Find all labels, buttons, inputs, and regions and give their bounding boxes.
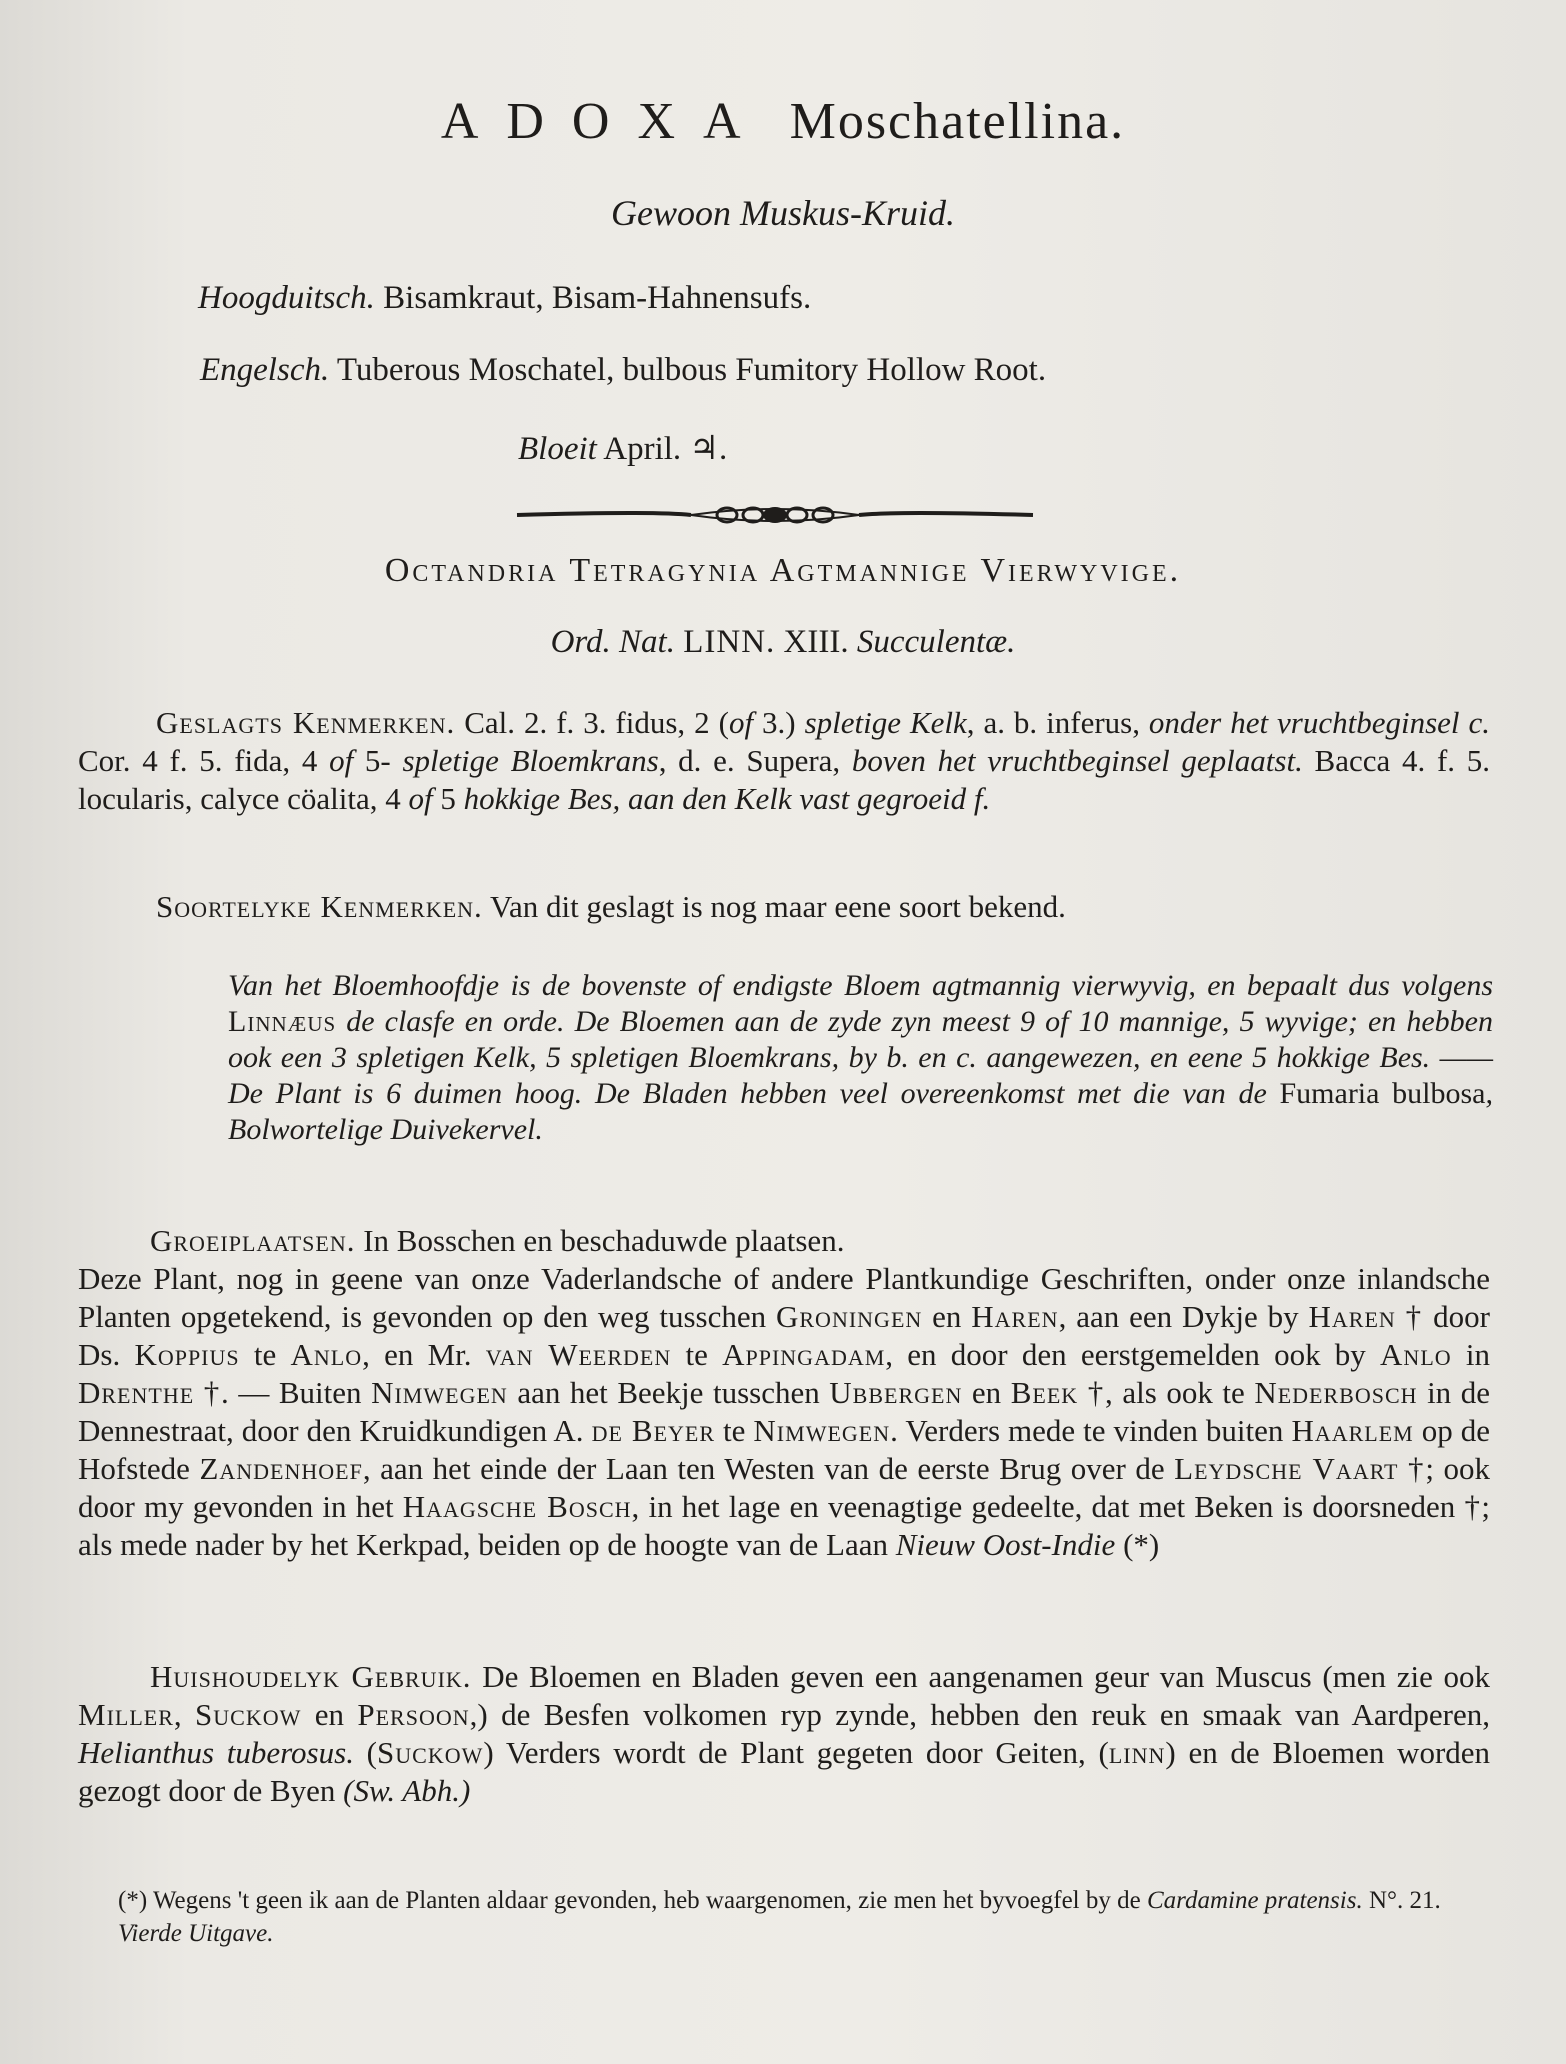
author-name: Persoon xyxy=(357,1697,470,1732)
text: in xyxy=(1451,1337,1491,1372)
place-name: Drenthe xyxy=(78,1375,195,1410)
english-label: Engelsch. xyxy=(200,352,330,388)
person-name: Koppius xyxy=(134,1337,240,1372)
text: Cal. 2. f. 3. fidus, 2 ( xyxy=(464,705,729,740)
author-name: Suckow xyxy=(377,1735,484,1770)
place-name: Zandenhoef xyxy=(199,1451,363,1486)
plant-name: Fumaria bulbosa xyxy=(1279,1077,1486,1110)
species-description xyxy=(228,968,1493,1148)
genus-characters-paragraph xyxy=(78,704,1490,818)
text: †; ook door my gevonden in het xyxy=(78,1451,1490,1524)
author-name: linn xyxy=(1108,1735,1166,1770)
bloom-value: April. ♃. xyxy=(603,431,728,467)
place-name: Beek xyxy=(1010,1375,1079,1410)
ord-name: Succulentæ. xyxy=(856,624,1016,660)
person-name: de Beyer xyxy=(591,1413,716,1448)
text: , aan het einde der Laan ten Westen van de eerste Brug over de xyxy=(362,1451,1175,1486)
place-name: Nimwegen xyxy=(753,1413,891,1448)
text: ( xyxy=(353,1735,378,1770)
text: De Bloemen en Bladen geven een aangenamen geur van Muscus (men zie ook xyxy=(482,1659,1491,1694)
text: , d. e. Supera, xyxy=(658,743,852,778)
text: Van dit geslagt is nog maar eene soort bekend. xyxy=(490,889,1066,924)
species-name: Moschatellina. xyxy=(789,93,1126,150)
species-characters-paragraph xyxy=(78,888,1490,926)
footnote xyxy=(118,1884,1490,1950)
text: , xyxy=(173,1697,196,1732)
text: ) Verders wordt de Plant gegeten door Geiten, ( xyxy=(483,1735,1109,1770)
text: †, als ook te xyxy=(1078,1375,1255,1410)
text: (*) Wegens 't geen ik aan de Planten aldaar gevonden, heb waargenomen, zie men het byvoegfel by de xyxy=(118,1887,1147,1914)
text: ) en de Bloemen worden gezogt door de Byen xyxy=(78,1735,1491,1808)
plant-name: Cardamine pratensis. xyxy=(1146,1887,1363,1914)
place-name: Nieuw Oost-Indie xyxy=(895,1527,1116,1562)
text: en xyxy=(301,1697,358,1732)
text: 3.) xyxy=(753,705,805,740)
common-name: Gewoon Muskus-Kruid. xyxy=(611,193,955,233)
place-name: Haren xyxy=(1308,1299,1396,1334)
household-use-paragraph xyxy=(78,1658,1490,1810)
german-name-line xyxy=(198,280,811,317)
text: aan het Beekje tusschen xyxy=(507,1375,830,1410)
text: , en door den eerstgemelden ook by xyxy=(885,1337,1381,1372)
citation: (Sw. Abh.) xyxy=(343,1773,471,1808)
text: spletige Kelk xyxy=(804,705,967,740)
household-use-heading: Huishoudelyk Gebruik. xyxy=(150,1659,472,1694)
place-name: Haarlem xyxy=(1291,1413,1414,1448)
text: en xyxy=(922,1299,972,1334)
text: boven het vruchtbeginsel geplaatst. xyxy=(851,743,1303,778)
place-name: Leydsche Vaart xyxy=(1174,1451,1399,1486)
genus-characters-heading: Geslagts Kenmerken. xyxy=(156,705,456,740)
text: , aan een Dykje by xyxy=(1058,1299,1309,1334)
place-name: Anlo xyxy=(290,1337,363,1372)
place-name: Appingadam xyxy=(722,1337,886,1372)
ornament-divider xyxy=(515,500,1035,530)
ord-number: XIII. xyxy=(783,624,849,660)
text: , en Mr. xyxy=(362,1337,486,1372)
text: of xyxy=(728,705,754,740)
author-name: Miller xyxy=(78,1697,174,1732)
genus-name: ADOXA xyxy=(440,93,769,150)
english-name-line xyxy=(200,352,1046,389)
habitat-paragraph xyxy=(78,1222,1490,1564)
ord-nat-label: Ord. Nat. xyxy=(550,624,675,660)
bloom-line xyxy=(518,428,727,468)
text: in de Dennestraat, door den Kruidkundigen A. xyxy=(78,1375,1490,1448)
author-name: Linnæus xyxy=(228,1005,337,1038)
person-name: van Weerden xyxy=(485,1337,672,1372)
text: (*) xyxy=(1115,1527,1160,1562)
text: , Bolwortelige Duivekervel. xyxy=(228,1077,1493,1146)
text: en xyxy=(962,1375,1011,1410)
text: te xyxy=(239,1337,291,1372)
text: † door Ds. xyxy=(78,1299,1490,1372)
text: . Verders mede te vinden buiten xyxy=(890,1413,1292,1448)
text: op de Hofstede xyxy=(78,1413,1491,1486)
text: Van het Bloemhoofdje is de bovenste of endigste Bloem agtmannig vierwyvig, en bepaalt dus volgens xyxy=(228,969,1493,1002)
text: spletige Bloemkrans xyxy=(402,743,659,778)
habitat-heading: Groeiplaatsen. xyxy=(150,1223,356,1258)
text: 5 xyxy=(432,781,464,816)
text: Bacca 4. f. 5. locularis, calyce cöalita, 4 xyxy=(78,743,1490,816)
text: de clasfe en orde. De Bloemen aan de zyde zyn meest 9 of 10 mannige, 5 wyvige; en hebben ook een 3 spletigen Kelk, 5 spletigen Bloemkrans, by b. en c. aangewezen, en eene 5 hokkige Bes. —— De Plant is 6 duimen hoog. De Bladen hebben veel overeenkomst met die van de xyxy=(228,1005,1493,1110)
text: In Bosschen en beschaduwde plaatsen. xyxy=(363,1223,845,1258)
text: , a. b. inferus, xyxy=(966,705,1149,740)
place-name: Nederbosch xyxy=(1254,1375,1418,1410)
german-label: Hoogduitsch. xyxy=(198,280,375,316)
place-name: Anlo xyxy=(1380,1337,1452,1372)
text: te xyxy=(715,1413,754,1448)
place-name: Ubbergen xyxy=(829,1375,963,1410)
classification-heading: Octandria Tetragynia Agtmannige Vierwyvige. xyxy=(384,552,1182,589)
text: Deze Plant, nog in geene van onze Vaderlandsche of andere Plantkundige Geschriften, onder onze inlandsche Planten opgetekend, is gevonden op den weg tusschen xyxy=(78,1261,1490,1334)
text: of xyxy=(329,743,354,778)
plant-name: Helianthus tuberosus. xyxy=(78,1735,354,1770)
place-name: Haagsche Bosch xyxy=(402,1489,632,1524)
bloom-label: Bloeit xyxy=(518,431,597,467)
place-name: Haren xyxy=(971,1299,1059,1334)
text: of xyxy=(408,781,433,816)
page-title xyxy=(0,92,1566,151)
text: te xyxy=(671,1337,723,1372)
species-characters-heading: Soortelyke Kenmerken. xyxy=(156,889,483,924)
text: †. — Buiten xyxy=(194,1375,372,1410)
text: Cor. 4 f. 5. fida, 4 xyxy=(78,743,330,778)
english-name: Tuberous Moschatel, bulbous Fumitory Hollow Root. xyxy=(336,352,1047,388)
text: hokkige Bes, aan den Kelk vast gegroeid f. xyxy=(463,781,991,816)
place-name: Nimwegen xyxy=(371,1375,508,1410)
natural-order-line xyxy=(0,624,1566,661)
edition-reference: Vierde Uitgave. xyxy=(118,1920,274,1947)
place-name: Groningen xyxy=(776,1299,923,1334)
author-name: Suckow xyxy=(195,1697,302,1732)
text: onder het vruchtbeginsel c. xyxy=(1148,705,1491,740)
ord-linn: LINN. xyxy=(683,624,776,660)
text: 5- xyxy=(353,743,403,778)
text: N°. 21. xyxy=(1362,1887,1441,1914)
german-name: Bisamkraut, Bisam-Hahnensufs. xyxy=(383,280,812,316)
text: , in het lage en veenagtige gedeelte, dat met Beken is doorsneden †; als mede nader by het Kerkpad, beiden op de hoogte van de Laan xyxy=(78,1489,1490,1562)
text: ,) de Besfen volkomen ryp zynde, hebben den reuk en smaak van Aardperen, xyxy=(469,1697,1491,1732)
